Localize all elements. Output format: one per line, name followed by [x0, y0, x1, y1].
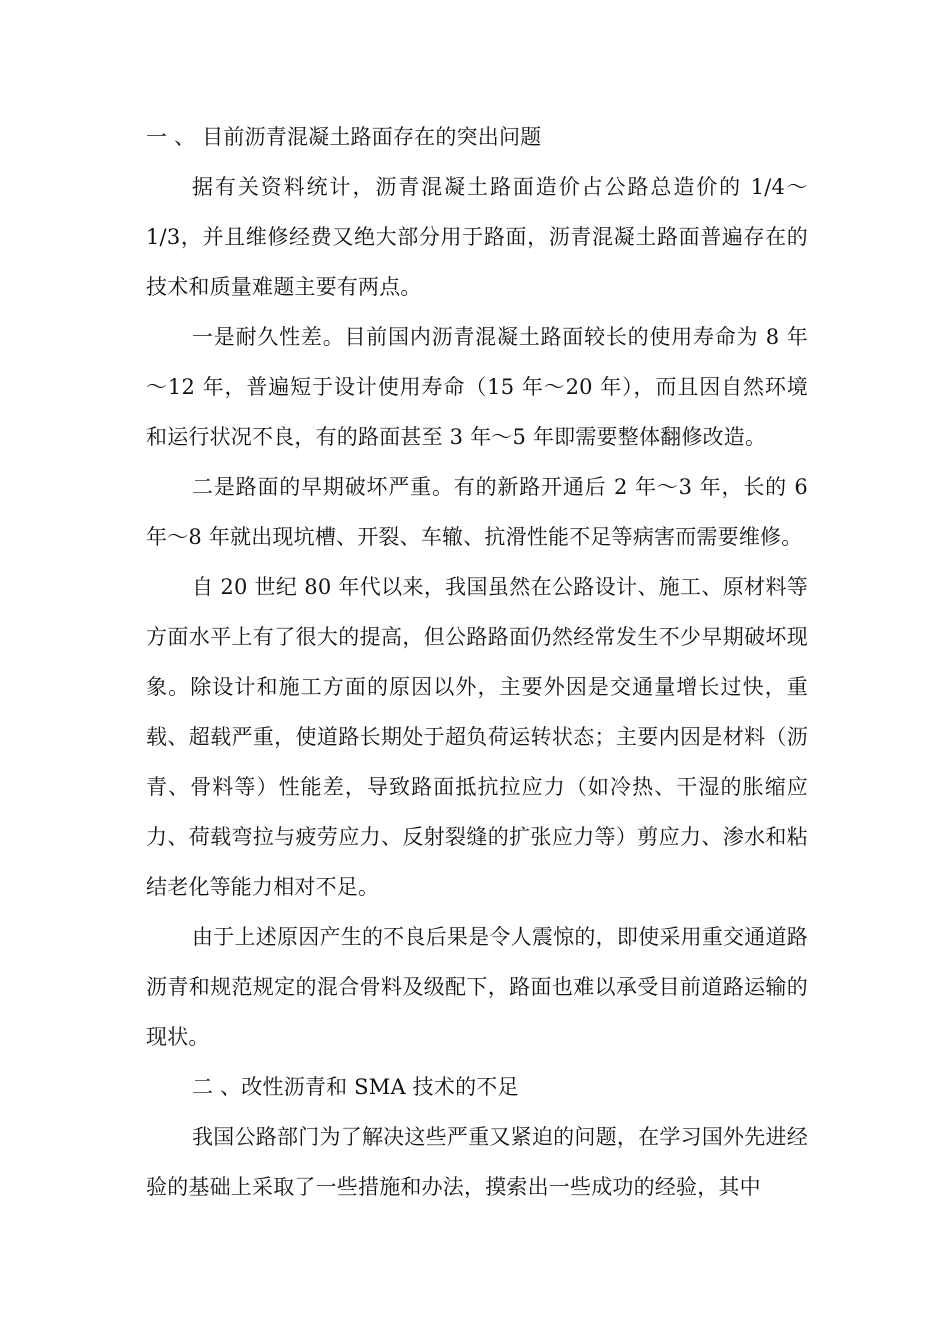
- paragraph-durability: 一是耐久性差。目前国内沥青混凝土路面较长的使用寿命为 8 年～12 年，普遍短于设计使用寿命（15 年～20 年），而且因自然环境和运行状况不良，有的路面甚至 3 年～5 年即需要整体翻修改造。: [146, 325, 808, 449]
- paragraph-cost-statistics: 据有关资料统计，沥青混凝土路面造价占公路总造价的 1/4～1/3，并且维修经费又绝大部分用于路面，沥青混凝土路面普遍存在的技术和质量难题主要有两点。: [146, 175, 808, 299]
- paragraph-measures: 我国公路部门为了解决这些严重又紧迫的问题，在学习国外先进经验的基础上采取了一些措施和办法，摸索出一些成功的经验，其中: [146, 1125, 808, 1199]
- document-body: [146, 112, 808, 1212]
- paragraph-early-damage: 二是路面的早期破坏严重。有的新路开通后 2 年～3 年，长的 6 年～8 年就出现坑槽、开裂、车辙、抗滑性能不足等病害而需要维修。: [146, 475, 808, 549]
- paragraph-causes: 自 20 世纪 80 年代以来，我国虽然在公路设计、施工、原材料等方面水平上有了很大的提高，但公路路面仍然经常发生不少早期破坏现象。除设计和施工方面的原因以外，主要外因是交通量增长过快，重载、超载严重，使道路长期处于超负荷运转状态；主要内因是材料（沥青、骨料等）性能差，导致路面抵抗拉应力（如冷热、干湿的胀缩应力、荷载弯拉与疲劳应力、反射裂缝的扩张应力等）剪应力、渗水和粘结老化等能力相对不足。: [146, 575, 808, 899]
- section-heading-2: 二 、改性沥青和 SMA 技术的不足: [192, 1075, 519, 1099]
- paragraph-consequences: 由于上述原因产生的不良后果是令人震惊的，即使采用重交通道路沥青和规范规定的混合骨料及级配下，路面也难以承受目前道路运输的现状。: [146, 925, 808, 1049]
- section-heading-1: 一 、 目前沥青混凝土路面存在的突出问题: [146, 125, 542, 149]
